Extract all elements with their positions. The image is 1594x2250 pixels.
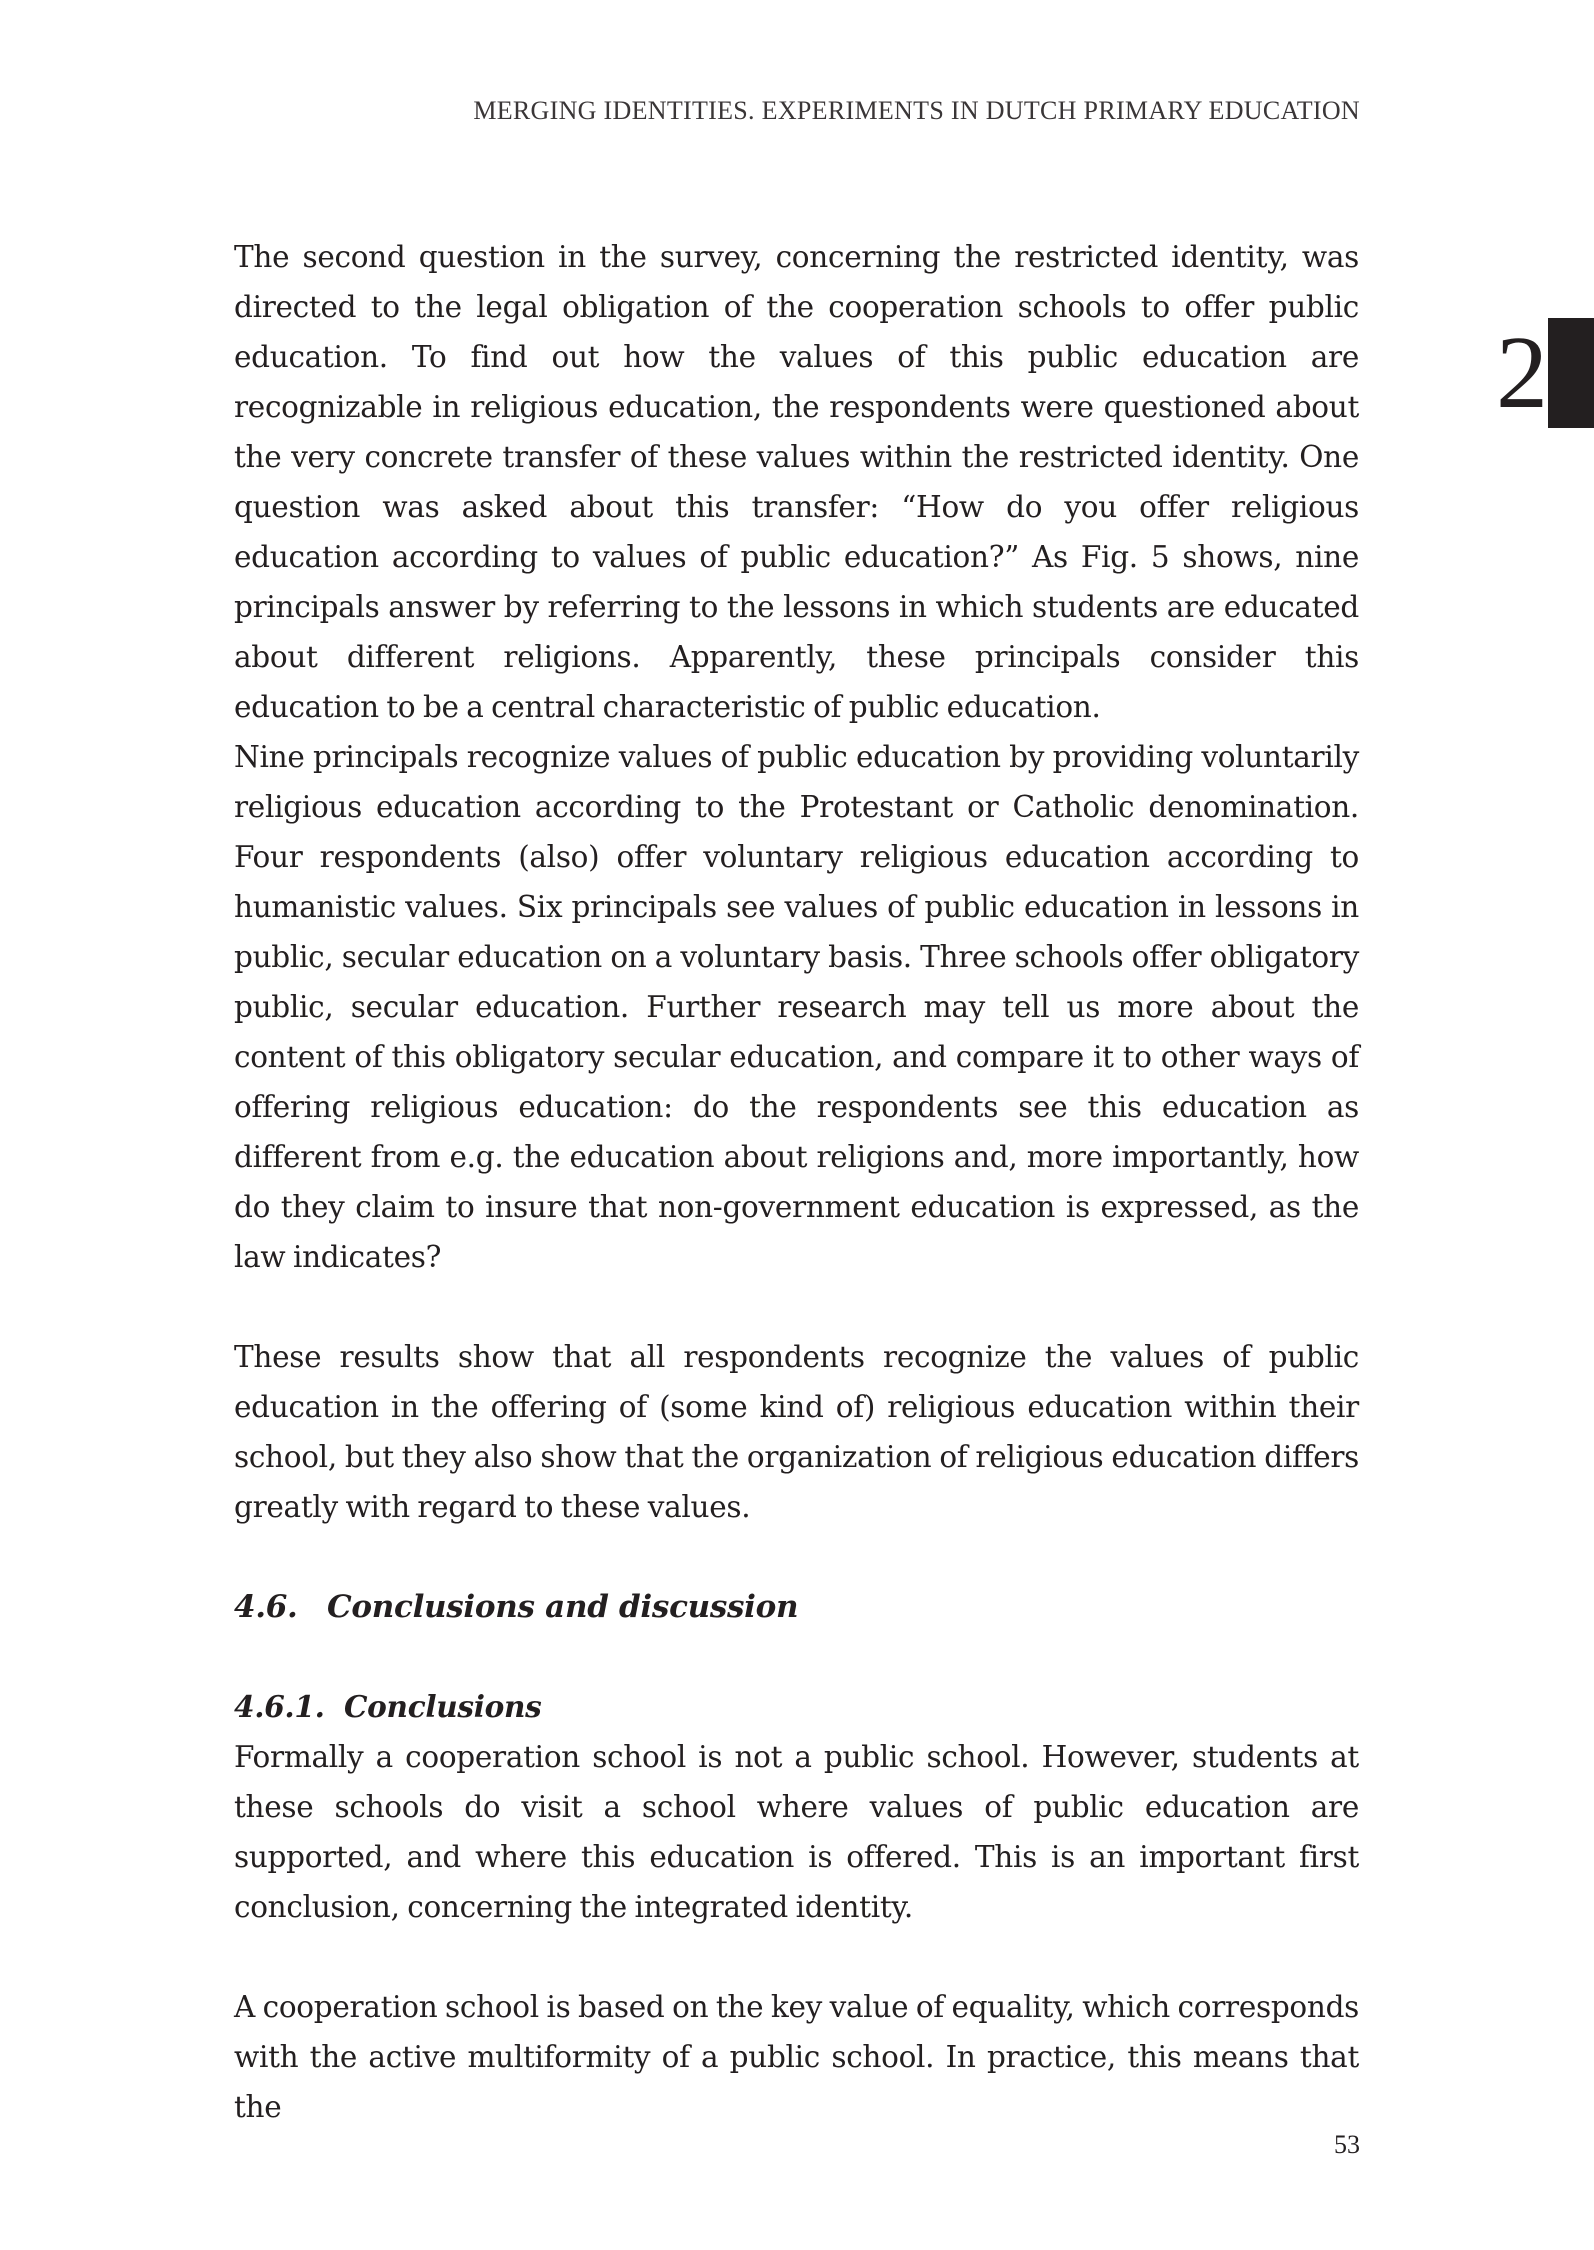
paragraph-results-summary: These results show that all respondents recognize the values of public education in the offering of (some kind of) religious education within their school, but they also show that the organization of religious education differs greatly with regard to these values.	[234, 1340, 1359, 1524]
subsection-title: Conclusions	[344, 1689, 542, 1724]
running-header: MERGING IDENTITIES. EXPERIMENTS IN DUTCH PRIMARY EDUCATION	[473, 96, 1360, 125]
chapter-number: 2	[1496, 315, 1548, 430]
body-text	[234, 232, 1359, 2132]
page-number: 53	[1334, 2130, 1360, 2159]
section-number: 4.6.	[234, 1589, 298, 1625]
chapter-tab	[1496, 315, 1594, 430]
paragraph-conclusion-equality: A cooperation school is based on the key value of equality, which corresponds with the active multiformity of a public school. In practice, this means that the	[234, 1990, 1359, 2124]
chapter-marker-bar	[1548, 318, 1594, 428]
paragraph-conclusion-first: Formally a cooperation school is not a public school. However, students at these schools do visit a school where values of public education are supported, and where this education is offered. This is an important first conclusion, concerning the integrated identity.	[234, 1740, 1359, 1924]
section-title: Conclusions and discussion	[327, 1589, 799, 1625]
paragraph-restricted-identity: The second question in the survey, concerning the restricted identity, was directed to the legal obligation of the cooperation schools to offer public education. To find out how the values of this public education are recognizable in religious education, the respondents were questioned about the very concrete transfer of these values within the restricted identity. One question was asked about this transfer: “How do you offer religious education according to values of public education?” As Fig. 5 shows, nine principals answer by referring to the lessons in which students are educated about different religions. Apparently, these principals consider this education to be a central characteristic of public education.	[234, 240, 1359, 724]
paragraph-voluntary-education: Nine principals recognize values of public education by providing voluntarily religious education according to the Protestant or Catholic denomination. Four respondents (also) offer voluntary religious education according to humanistic values. Six principals see values of public education in lessons in public, secular education on a voluntary basis. Three schools offer obligatory public, secular education. Further research may tell us more about the content of this obligatory secular education, and compare it to other ways of offering religious education: do the respondents see this education as different from e.g. the education about religions and, more importantly, how do they claim to insure that non-government education is expressed, as the law indicates?	[234, 740, 1359, 1274]
subsection-number: 4.6.1.	[234, 1689, 325, 1724]
subsection-heading	[234, 1682, 1359, 1732]
section-heading	[234, 1582, 1359, 1632]
